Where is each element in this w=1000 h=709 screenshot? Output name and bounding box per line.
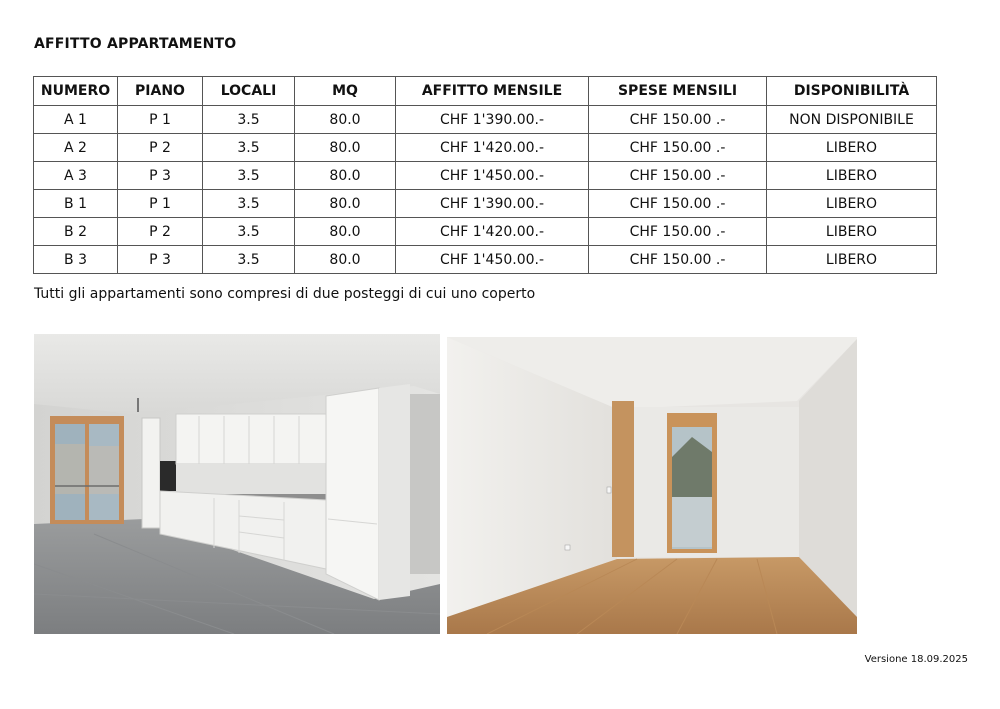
version-label: Versione 18.09.2025 — [864, 654, 968, 665]
page-title: AFFITTO APPARTAMENTO — [34, 36, 237, 52]
table-row — [34, 246, 937, 274]
cell-numero: B 1 — [34, 190, 118, 218]
cell-affitto: CHF 1'420.00.- — [396, 218, 589, 246]
table-header-row — [34, 77, 937, 106]
cell-disponibilita: LIBERO — [767, 190, 937, 218]
cell-numero: A 1 — [34, 106, 118, 134]
cell-affitto: CHF 1'390.00.- — [396, 106, 589, 134]
cell-piano: P 3 — [118, 162, 203, 190]
cell-locali: 3.5 — [203, 190, 295, 218]
header-disponibilita: DISPONIBILITÀ — [767, 77, 937, 106]
header-locali: LOCALI — [203, 77, 295, 106]
table-row — [34, 106, 937, 134]
table-row — [34, 190, 937, 218]
kitchen-photo — [34, 334, 440, 634]
table-row — [34, 218, 937, 246]
cell-disponibilita: LIBERO — [767, 134, 937, 162]
cell-mq: 80.0 — [295, 162, 396, 190]
cell-spese: CHF 150.00 .- — [589, 162, 767, 190]
header-mq: MQ — [295, 77, 396, 106]
cell-affitto: CHF 1'390.00.- — [396, 190, 589, 218]
apartments-table — [33, 76, 937, 274]
cell-mq: 80.0 — [295, 134, 396, 162]
cell-numero: B 3 — [34, 246, 118, 274]
cell-spese: CHF 150.00 .- — [589, 134, 767, 162]
cell-mq: 80.0 — [295, 190, 396, 218]
cell-mq: 80.0 — [295, 106, 396, 134]
cell-piano: P 1 — [118, 190, 203, 218]
header-affitto-mensile: AFFITTO MENSILE — [396, 77, 589, 106]
table-row — [34, 134, 937, 162]
parking-note: Tutti gli appartamenti sono compresi di due posteggi di cui uno coperto — [34, 286, 536, 302]
table-row — [34, 162, 937, 190]
header-spese-mensili: SPESE MENSILI — [589, 77, 767, 106]
cell-affitto: CHF 1'450.00.- — [396, 162, 589, 190]
cell-disponibilita: LIBERO — [767, 246, 937, 274]
cell-affitto: CHF 1'450.00.- — [396, 246, 589, 274]
cell-spese: CHF 150.00 .- — [589, 106, 767, 134]
cell-mq: 80.0 — [295, 218, 396, 246]
room-photo — [447, 337, 857, 634]
cell-locali: 3.5 — [203, 246, 295, 274]
cell-mq: 80.0 — [295, 246, 396, 274]
cell-numero: A 3 — [34, 162, 118, 190]
cell-disponibilita: LIBERO — [767, 162, 937, 190]
cell-spese: CHF 150.00 .- — [589, 190, 767, 218]
cell-piano: P 3 — [118, 246, 203, 274]
cell-spese: CHF 150.00 .- — [589, 218, 767, 246]
cell-piano: P 2 — [118, 134, 203, 162]
cell-locali: 3.5 — [203, 106, 295, 134]
cell-numero: B 2 — [34, 218, 118, 246]
cell-disponibilita: NON DISPONIBILE — [767, 106, 937, 134]
header-numero: NUMERO — [34, 77, 118, 106]
cell-piano: P 2 — [118, 218, 203, 246]
cell-affitto: CHF 1'420.00.- — [396, 134, 589, 162]
cell-locali: 3.5 — [203, 162, 295, 190]
header-piano: PIANO — [118, 77, 203, 106]
cell-locali: 3.5 — [203, 218, 295, 246]
cell-spese: CHF 150.00 .- — [589, 246, 767, 274]
cell-disponibilita: LIBERO — [767, 218, 937, 246]
cell-locali: 3.5 — [203, 134, 295, 162]
cell-numero: A 2 — [34, 134, 118, 162]
cell-piano: P 1 — [118, 106, 203, 134]
